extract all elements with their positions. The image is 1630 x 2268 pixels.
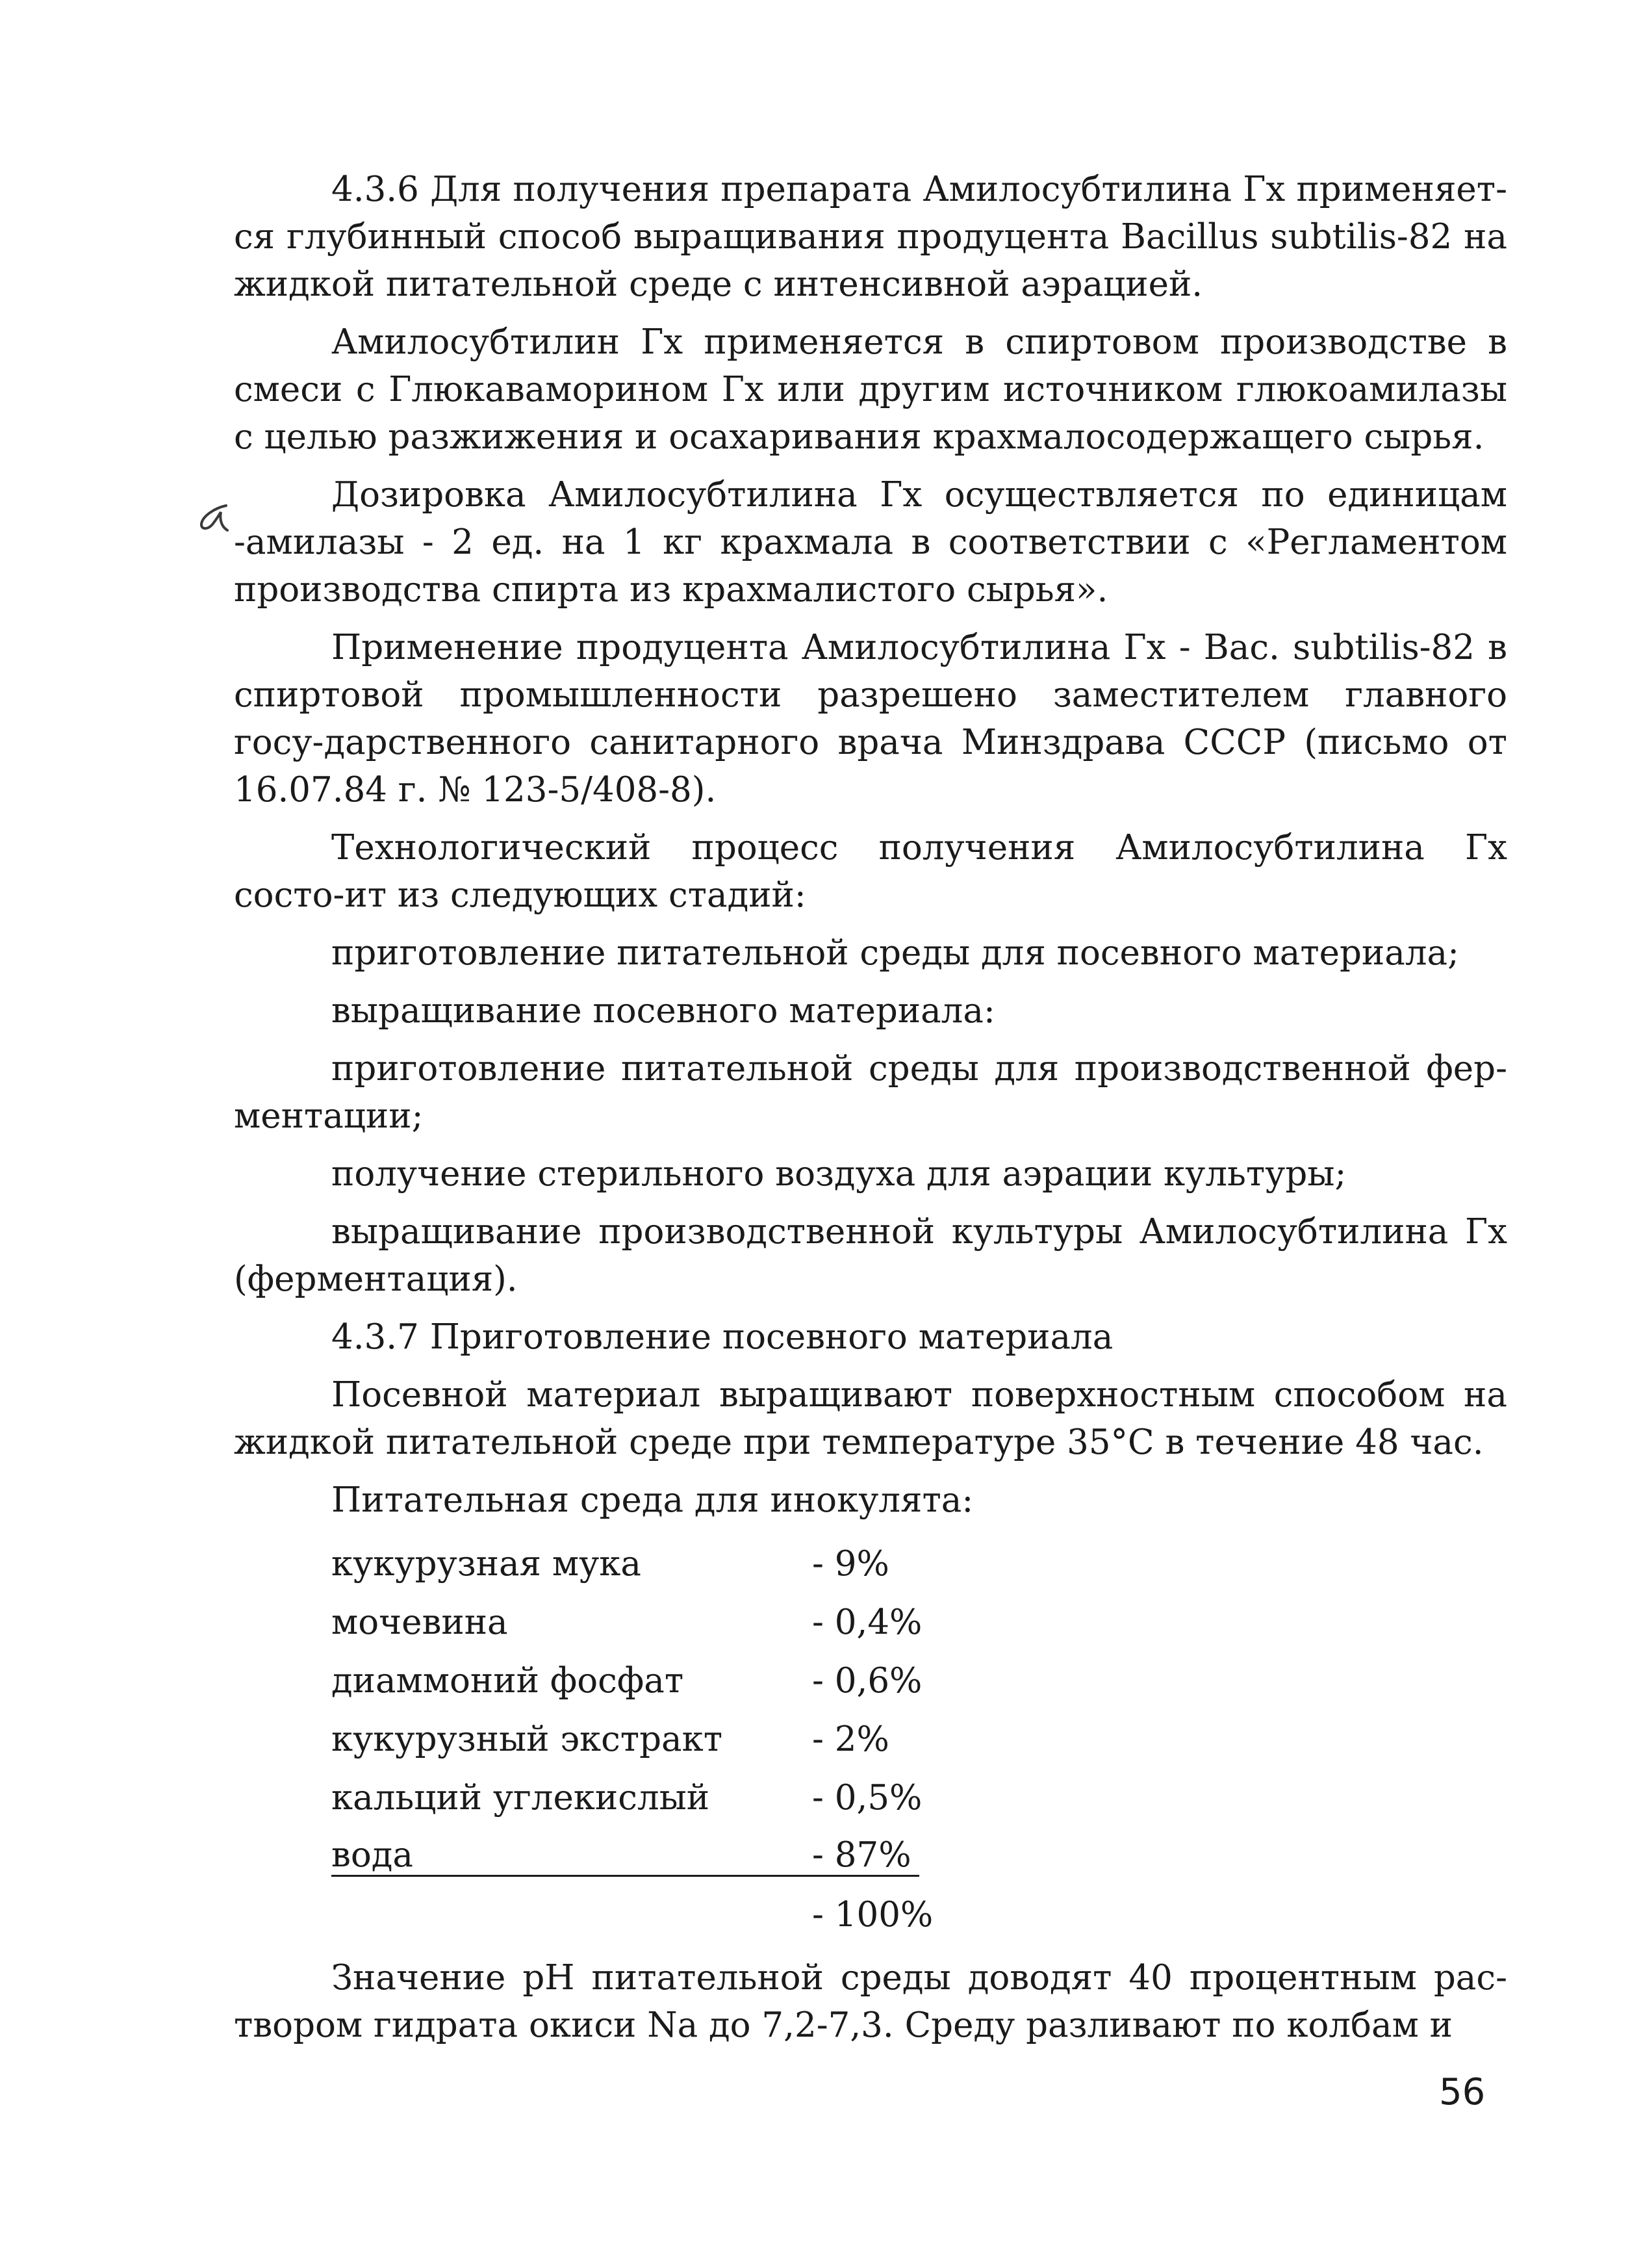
section-heading-4-3-7: 4.3.7 Приготовление посевного материала [331, 1317, 1114, 1357]
ingredient-name: вода [331, 1836, 812, 1877]
table-row [331, 1534, 981, 1593]
table-row [331, 1651, 981, 1710]
total-value: - 100% [812, 1894, 934, 1935]
paragraph-permission: Применение продуцента Амилосубтилина Гх - Bac. subtilis-82 в спиртовой промышленности разрешено заместителем главного госу-дарственного санитарного врача Минздрава СССР (письмо от 16.07.84 г. № 123-5/408-8). [234, 628, 1507, 810]
medium-title: Питательная среда для инокулята: [331, 1480, 974, 1520]
paragraph-usage: Амилосубтилин Гх применяется в спиртовом производстве в смеси с Глюкаваморином Гх или другим источником глюкоамилазы с целью разжижения и осахаривания крахмалосодержащего сырья. [234, 322, 1507, 457]
table-total-row [331, 1885, 981, 1944]
document-page [234, 166, 1507, 2059]
stage-item: приготовление питательной среды для посевного материала; [331, 933, 1459, 973]
ingredient-name: мочевина [331, 1602, 508, 1642]
paragraph-ph: Значение pH питательной среды доводят 40 процентным рас-твором гидрата окиси Na до 7,2-7,3. Среду разливают по колбам и [234, 1958, 1507, 2045]
paragraph-inoculum: Посевной материал выращивают поверхностным способом на жидкой питательной среде при температуре 35°С в течение 48 час. [234, 1375, 1507, 1462]
medium-composition-table [331, 1534, 981, 1944]
table-row [331, 1593, 981, 1651]
stage-item: выращивание производственной культуры Амилосубтилина Гх (ферментация). [234, 1212, 1507, 1299]
ingredient-value: - 2% [812, 1719, 889, 1759]
stage-item: выращивание посевного материала: [331, 991, 995, 1031]
ingredient-value: - 0,6% [812, 1660, 923, 1701]
table-row [331, 1710, 981, 1768]
ingredient-value: - 9% [812, 1543, 889, 1584]
ingredient-name: кукурузный экстракт [331, 1719, 723, 1759]
handwritten-alpha-mark [195, 499, 231, 535]
ingredient-value: - 0,4% [812, 1602, 923, 1642]
paragraph-dosage: Дозировка Амилосубтилина Гх осуществляется по единицам -амилазы - 2 ед. на 1 кг крахмала в соответствии с «Регламентом производства спирта из крахмалистого сырья». [234, 475, 1507, 610]
ingredient-name: диаммоний фосфат [331, 1660, 684, 1701]
stage-item: приготовление питательной среды для производственной фер-ментации; [234, 1049, 1507, 1136]
stage-item: получение стерильного воздуха для аэрации культуры; [331, 1154, 1347, 1194]
table-row [331, 1768, 981, 1827]
paragraph-process-intro: Технологический процесс получения Амилосубтилина Гх состо-ит из следующих стадий: [234, 828, 1507, 915]
table-row [331, 1827, 981, 1885]
ingredient-name: кальций углекислый [331, 1777, 710, 1818]
page-number: 56 [1439, 2071, 1486, 2113]
ingredient-value: - 87% [812, 1836, 919, 1877]
paragraph-4-3-6: 4.3.6 Для получения препарата Амилосубтилина Гх применяет-ся глубинный способ выращивания продуцента Bacillus subtilis-82 на жидкой питательной среде с интенсивной аэрацией. [234, 170, 1507, 304]
ingredient-name: кукурузная мука [331, 1543, 641, 1584]
ingredient-value: - 0,5% [812, 1777, 923, 1818]
